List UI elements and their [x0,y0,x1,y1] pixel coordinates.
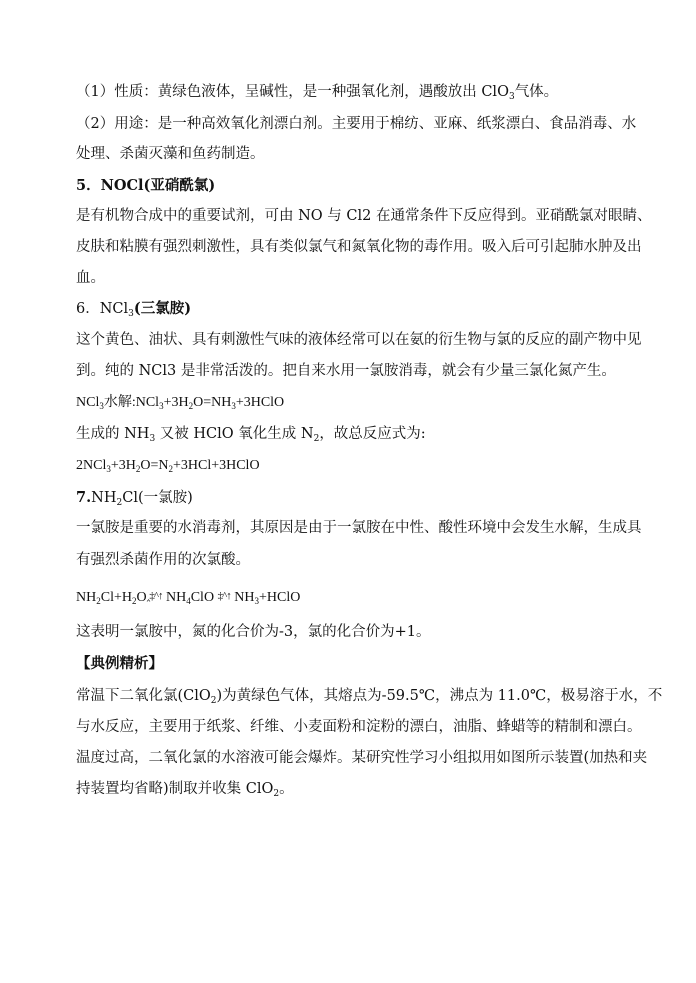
text-run: 。 [279,781,294,797]
text-run: NH [230,590,255,605]
text-run: （2）用途：是一种高效氧化剂漂白剂。主要用于棉纺、亚麻、纸浆漂白、食品消毒、水 [76,116,637,132]
equilibrium-arrow-icon: ‸‡^↑ [146,590,163,602]
nocl-paragraph-line-1 [76,206,652,226]
section-heading-ncl3 [76,299,636,319]
text-run: (三氯胺) [133,300,192,317]
text-run: 是有机物合成中的重要试剂，可由 NO 与 Cl2 在通常条件下反应得到。亚硝酰氯对眼睛、 [76,208,652,224]
usage-paragraph-line-2 [76,144,636,164]
text-run: 气体。 [514,84,559,100]
subscript: 2 [313,434,320,444]
subscript: 2 [96,596,101,606]
nh2cl-paragraph-line-1 [76,518,642,538]
text-run: ，故总反应式为: [319,426,426,442]
text-run: +3HClO [235,395,285,410]
subscript: 3 [254,596,259,606]
text-run: 又被 HClO 氧化生成 N [155,426,314,442]
text-run: ClO [190,590,218,605]
nh2cl-paragraph-line-2 [76,550,636,570]
subscript: 3 [128,309,134,319]
text-run: 6．NCl [76,301,129,317]
subscript: 2 [168,464,173,474]
equilibrium-arrow-icon: ‡^↑ [217,590,231,602]
section-heading-nh2cl [76,488,636,508]
text-run: 有强烈杀菌作用的次氯酸。 [76,552,250,568]
text-run: （1）性质：黄绿色液体，呈碱性，是一种强氧化剂，遇酸放出 ClO [76,84,509,100]
text-run: 血。 [76,270,105,286]
subscript: 2 [131,596,137,606]
text-run: 常温下二氧化氯(ClO [76,688,211,704]
example-paragraph-line-4 [76,779,636,799]
text-run: 温度过高，二氧化氯的水溶液可能会爆炸。某研究性学习小组拟用如图所示装置(加热和夹 [76,750,648,766]
text-run: 这表明一氯胺中，氮的化合价为-3，氯的化合价为+1。 [76,624,431,640]
text-run: O [136,590,147,605]
subscript: 3 [106,464,111,474]
valence-paragraph [76,622,636,642]
ncl3-paragraph-line-1 [76,330,642,350]
ncl3-hydrolysis-equation [76,393,636,413]
text-run: 持装置均省略)制取并收集 ClO [76,781,274,797]
example-paragraph-line-3 [76,748,648,768]
text-run: +3HCl+3HClO [172,458,260,473]
usage-paragraph-line-1 [76,114,636,134]
text-run: Cl+H [100,590,132,605]
text-run: 与水反应，主要用于纸浆、纤维、小麦面粉和淀粉的漂白，油脂、蜂蜡等的精制和漂白。 [76,719,642,735]
text-run: 5．NOCl(亚硝酰氯) [76,177,216,194]
subscript: 3 [149,434,156,444]
text-run: 一氯胺是重要的水消毒剂，其原因是由于一氯胺在中性、酸性环境中会发生水解，生成具 [76,520,642,536]
ncl3-oxidation-paragraph [76,424,636,444]
text-run: NH [91,490,117,506]
example-heading [76,654,636,674]
text-run: 2NCl [76,458,107,473]
section-heading-nocl [76,176,636,196]
text-run: Cl(一氯胺) [122,490,193,506]
subscript: 2 [273,789,280,799]
text-run: 水解:NCl [103,395,160,410]
text-run: 生成的 NH [76,426,150,442]
ncl3-paragraph-line-2 [76,361,636,381]
subscript: 3 [508,92,515,102]
ncl3-overall-equation [76,456,636,476]
subscript: 2 [116,498,123,508]
property-paragraph [76,82,636,102]
text-run: 处理、杀菌灭藻和鱼药制造。 [76,146,265,162]
text-run: 这个黄色、油状、具有刺激性气味的液体经常可以在氨的衍生物与氯的反应的副产物中见 [76,332,642,348]
text-run: +HClO [258,590,301,605]
text-run: 皮肤和粘膜有强烈刺激性，具有类似氯气和氮氧化物的毒作用。吸入后可引起肺水肿及出 [76,239,642,255]
subscript: 3 [231,401,236,411]
subscript: 2 [188,401,194,411]
text-run: )为黄绿色气体，其熔点为-59.5℃，沸点为 11.0℃，极易溶于水，不 [216,688,663,704]
subscript: 3 [159,401,164,411]
nocl-paragraph-line-2 [76,237,642,257]
text-run: NH [76,590,97,605]
nh2cl-hydrolysis-equation [76,588,636,608]
nocl-paragraph-line-3 [76,268,636,288]
example-paragraph-line-2 [76,717,642,737]
example-paragraph-line-1 [76,686,663,706]
text-run: O=N [140,458,169,473]
text-run: O=NH [193,395,232,410]
subscript: 2 [135,464,141,474]
text-run: +3H [163,395,189,410]
text-run: NCl [76,395,100,410]
text-run: 【典例精析】 [76,655,163,672]
subscript: 4 [186,596,191,606]
text-run: +3H [110,458,136,473]
text-run: 到。纯的 NCl3 是非常活泼的。把自来水用一氯胺消毒，就会有少量三氯化氮产生。 [76,363,616,379]
text-run: NH [162,590,187,605]
subscript: 2 [210,696,217,706]
text-run: 7. [76,489,92,506]
subscript: 3 [99,401,104,411]
